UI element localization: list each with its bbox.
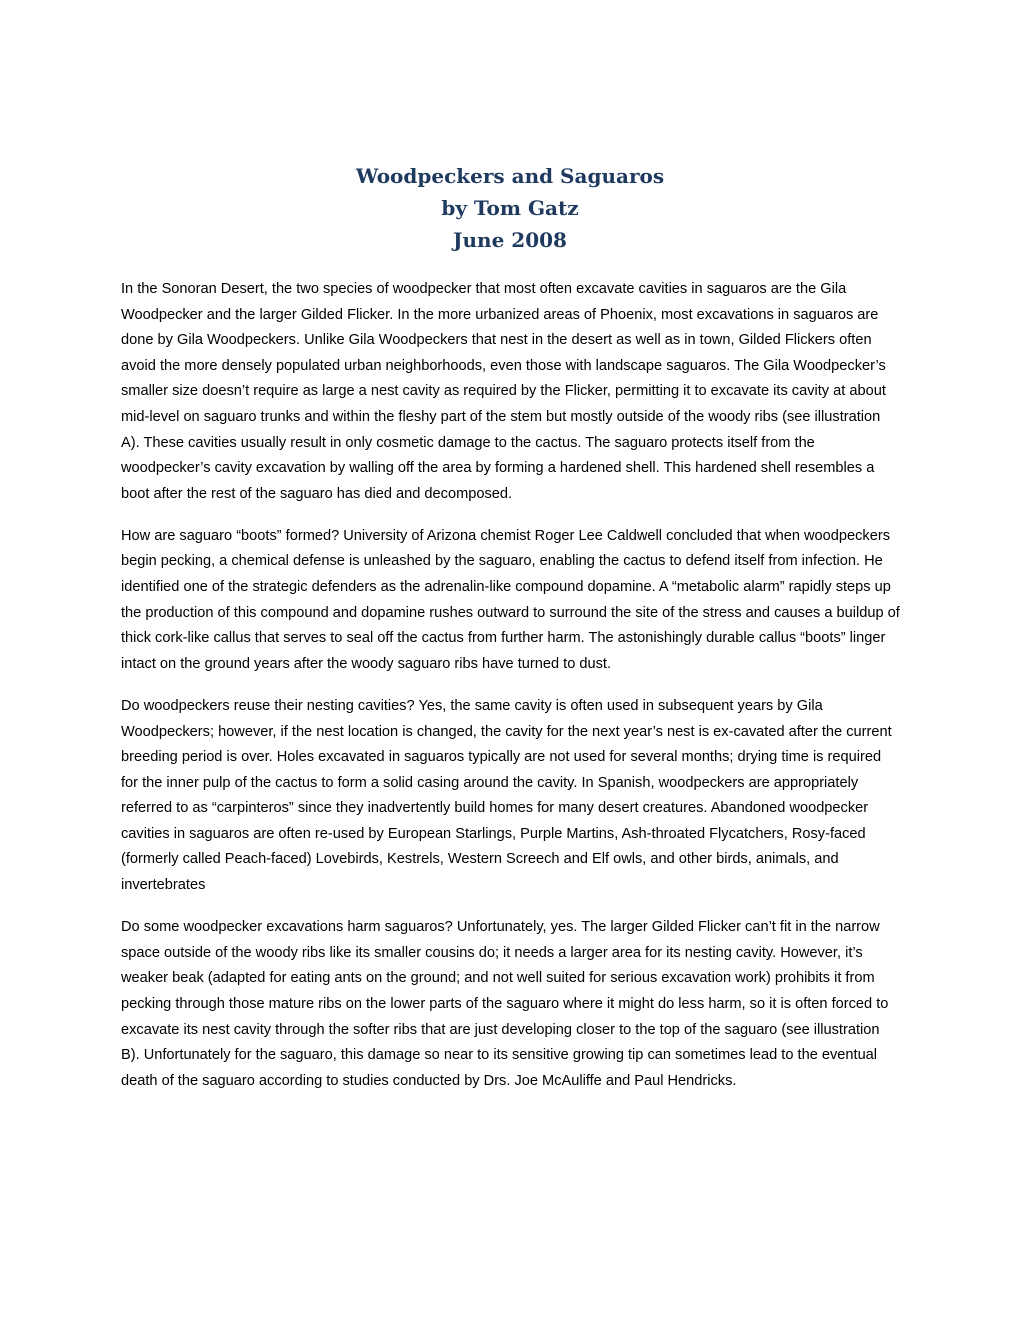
title-block [0, 160, 1020, 256]
article-body [121, 277, 902, 1111]
paragraph-1: In the Sonoran Desert, the two species of woodpecker that most often excavate cavities in saguaros are the Gila Woodpecker and the larger Gilded Flicker. In the more urbanized areas of Phoenix, most excavations in saguaros are done by Gila Woodpeckers. Unlike Gila Woodpeckers that nest in the desert as well as in town, Gilded Flickers often avoid the more densely populated urban neighborhoods, even those with landscape saguaros. The Gila Woodpecker’s smaller size doesn’t require as large a nest cavity as required by the Flicker, permitting it to excavate its cavity at about mid-level on saguaro trunks and within the fleshy part of the stem but mostly outside of the woody ribs (see illustration A). These cavities usually result in only cosmetic damage to the cactus. The saguaro protects itself from the woodpecker’s cavity excavation by walling off the area by forming a hardened shell. This hardened shell resembles a boot after the rest of the saguaro has died and decomposed. [121, 281, 886, 502]
document-author: by Tom Gatz [441, 196, 579, 220]
document-date: June 2008 [453, 228, 567, 252]
paragraph-4: Do some woodpecker excavations harm saguaros? Unfortunately, yes. The larger Gilded Flicker can’t fit in the narrow space outside of the woody ribs like its smaller cousins do; it needs a larger area for its nesting cavity. However, it’s weaker beak (adapted for eating ants on the ground; and not well suited for serious excavation work) prohibits it from pecking through those mature ribs on the lower parts of the saguaro where it might do less harm, so it is often forced to excavate its nest cavity through the softer ribs that are just developing closer to the top of the saguaro (see illustration B). Unfortunately for the saguaro, this damage so near to its sensitive growing tip can sometimes lead to the eventual death of the saguaro according to studies conducted by Drs. Joe McAuliffe and Paul Hendricks. [121, 919, 889, 1089]
document-title: Woodpeckers and Saguaros [355, 164, 665, 188]
paragraph-3: Do woodpeckers reuse their nesting cavities? Yes, the same cavity is often used in subsequent years by Gila Woodpeckers; however, if the nest location is changed, the cavity for the next year’s nest is ex-cavated after the current breeding period is over. Holes excavated in saguaros typically are not used for several months; drying time is required for the inner pulp of the cactus to form a solid casing around the cavity. In Spanish, woodpeckers are appropriately referred to as “carpinteros” since they inadvertently build homes for many desert creatures. Abandoned woodpecker cavities in saguaros are often re-used by European Starlings, Purple Martins, Ash-throated Flycatchers, Rosy-faced (formerly called Peach-faced) Lovebirds, Kestrels, Western Screech and Elf owls, and other birds, animals, and invertebrates [121, 697, 892, 894]
paragraph-2: How are saguaro “boots” formed? University of Arizona chemist Roger Lee Caldwell concluded that when woodpeckers begin pecking, a chemical defense is unleashed by the saguaro, enabling the cactus to defend itself from infection. He identified one of the strategic defenders as the adrenalin-like compound dopamine. A “metabolic alarm” rapidly steps up the production of this compound and dopamine rushes outward to surround the site of the stress and causes a buildup of thick cork-like callus that serves to seal off the cactus from further harm. The astonishingly durable callus “boots” linger intact on the ground years after the woody saguaro ribs have turned to dust. [121, 527, 900, 672]
